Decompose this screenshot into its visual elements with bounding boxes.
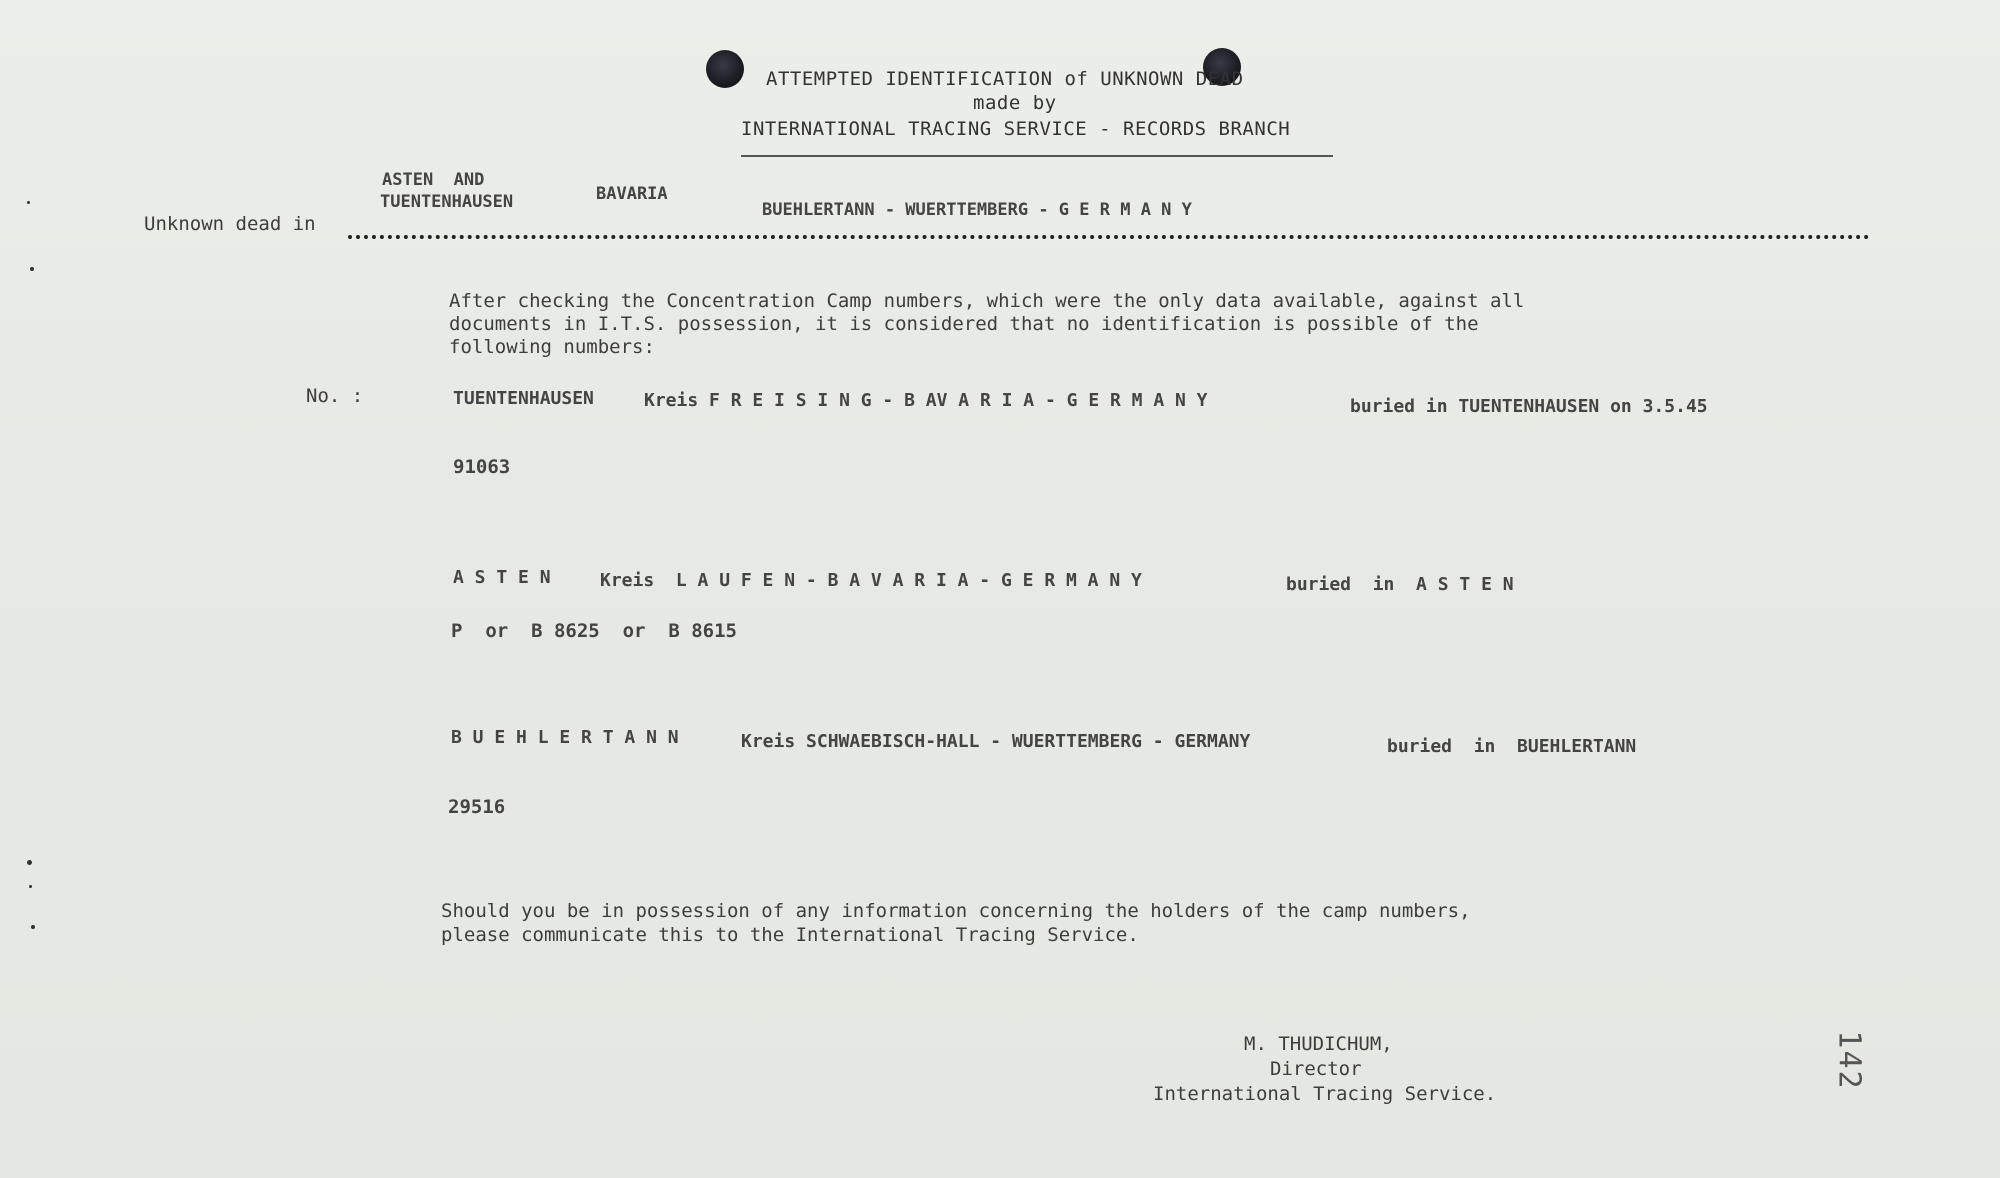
margin-mark (30, 267, 34, 271)
document-title: ATTEMPTED IDENTIFICATION of UNKNOWN DEAD (766, 68, 1244, 90)
intro-line-3: following numbers: (449, 336, 655, 358)
closing-line-1: Should you be in possession of any information concerning the holders of the camp numbers, (441, 900, 1471, 922)
entry-kreis: Kreis F R E I S I N G - B AV A R I A - G E R M A N Y (644, 390, 1208, 411)
entry-numbers: 91063 (453, 456, 511, 478)
entry-buried: buried in A S T E N (1286, 574, 1514, 595)
header-underline (741, 155, 1333, 157)
entry-place: B U E H L E R T A N N (451, 727, 679, 748)
number-label: No. : (306, 385, 364, 407)
region-bavaria: BAVARIA (596, 184, 668, 204)
entry-buried: buried in BUEHLERTANN (1387, 736, 1637, 757)
unknown-dead-label: Unknown dead in (144, 213, 316, 235)
margin-mark (31, 925, 35, 929)
intro-line-2: documents in I.T.S. possession, it is considered that no identification is possible of the (449, 313, 1479, 335)
entry-kreis: Kreis L A U F E N - B A V A R I A - G E R M A N Y (600, 570, 1142, 591)
made-by-label: made by (973, 92, 1057, 114)
entry-numbers: P or B 8625 or B 8615 (451, 620, 737, 642)
punch-hole-left (706, 50, 744, 88)
entry-kreis: Kreis SCHWAEBISCH-HALL - WUERTTEMBERG - GERMANY (741, 731, 1251, 752)
margin-mark (29, 885, 32, 888)
organization-title: INTERNATIONAL TRACING SERVICE - RECORDS BRANCH (741, 118, 1291, 140)
margin-mark (27, 201, 30, 204)
page-number-stamp: 142 (1831, 1030, 1867, 1091)
entry-place: TUENTENHAUSEN (453, 388, 594, 409)
intro-line-1: After checking the Concentration Camp numbers, which were the only data available, against all (449, 290, 1525, 312)
signatory-org: International Tracing Service. (1153, 1083, 1497, 1105)
entry-numbers: 29516 (448, 796, 506, 818)
dotted-line (348, 235, 1870, 239)
closing-line-2: please communicate this to the International Tracing Service. (441, 924, 1139, 946)
entry-buried: buried in TUENTENHAUSEN on 3.5.45 (1350, 396, 1708, 417)
entry-place: A S T E N (453, 567, 551, 588)
place-buehlertann: BUEHLERTANN - WUERTTEMBERG - G E R M A N Y (762, 200, 1192, 220)
margin-mark (27, 860, 32, 865)
signatory-title: Director (1270, 1058, 1362, 1080)
place-asten-and: ASTEN AND (382, 170, 485, 190)
place-tuentenhausen: TUENTENHAUSEN (380, 192, 514, 212)
signatory-name: M. THUDICHUM, (1244, 1033, 1393, 1055)
